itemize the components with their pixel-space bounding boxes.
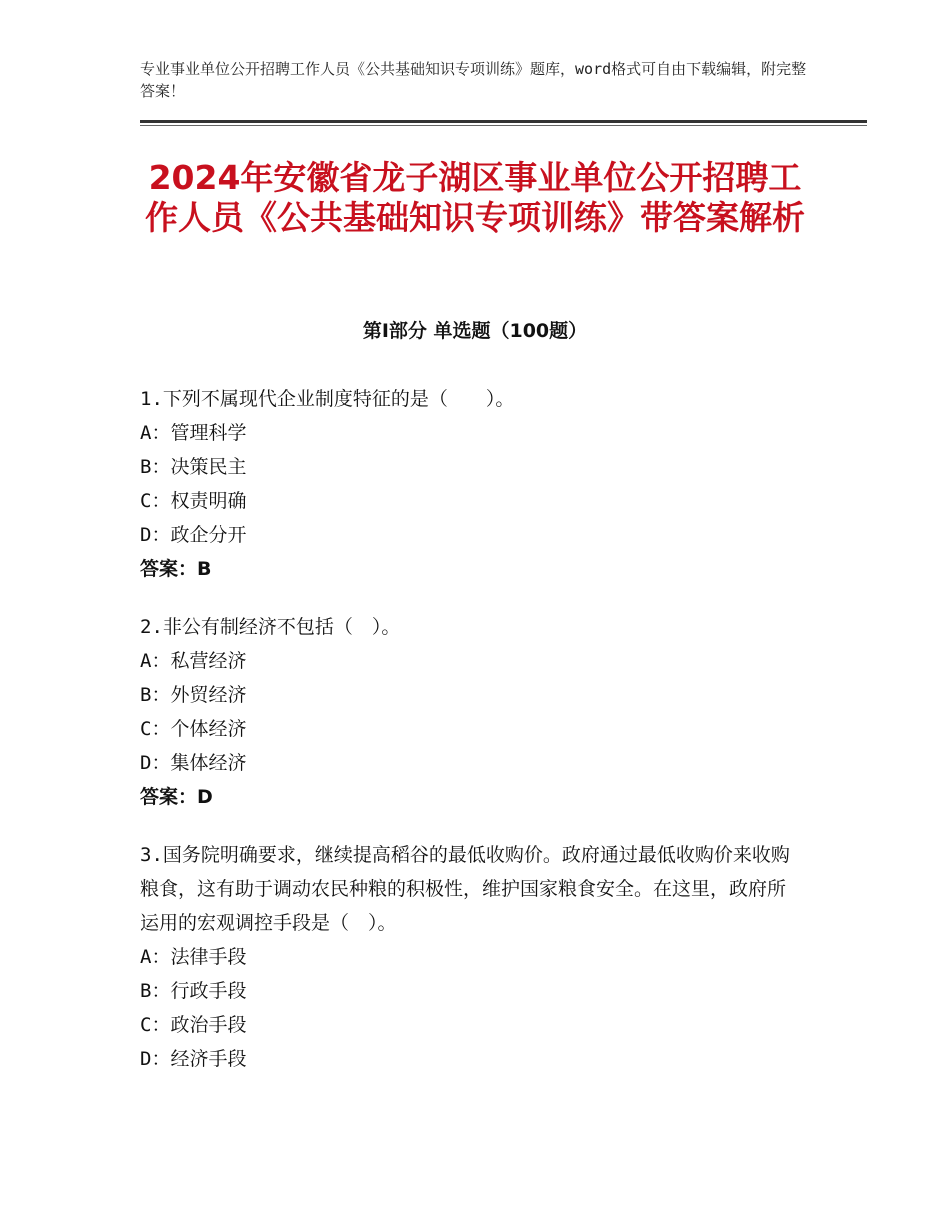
option-c: C：政治手段 [140,1014,247,1036]
option-c: C：权责明确 [140,490,247,512]
option-d: D：经济手段 [140,1048,247,1070]
option-d: D：集体经济 [140,752,247,774]
option-d: D：政企分开 [140,524,247,546]
question-list [140,382,800,1100]
option-a: A：法律手段 [140,946,247,968]
question-stem: 3.国务院明确要求，继续提高稻谷的最低收购价。政府通过最低收购价来收购粮食，这有助于调动农民种粮的积极性，维护国家粮食安全。在这里，政府所运用的宏观调控手段是（ ）。 [140,844,790,934]
option-b: B：决策民主 [140,456,247,478]
header-note: 专业事业单位公开招聘工作人员《公共基础知识专项训练》题库，word格式可自由下载编辑，附完整答案！ [140,60,807,100]
option-c: C：个体经济 [140,718,247,740]
document-title: 2024年安徽省龙子湖区事业单位公开招聘工作人员《公共基础知识专项训练》带答案解析 [145,158,805,237]
question-stem: 2.非公有制经济不包括（ ）。 [140,616,401,638]
section-title: 第Ⅰ部分 单选题（100题） [362,320,588,342]
answer: 答案：D [140,786,213,808]
question-2 [140,610,800,814]
option-b: B：外贸经济 [140,684,247,706]
header-divider-thick [140,120,867,123]
question-3 [140,838,800,1076]
question-stem: 1.下列不属现代企业制度特征的是（ ）。 [140,388,515,410]
question-1 [140,382,800,586]
answer: 答案：B [140,558,212,580]
option-b: B：行政手段 [140,980,247,1002]
option-a: A：管理科学 [140,422,247,444]
header-divider-thin [140,125,867,126]
option-a: A：私营经济 [140,650,247,672]
